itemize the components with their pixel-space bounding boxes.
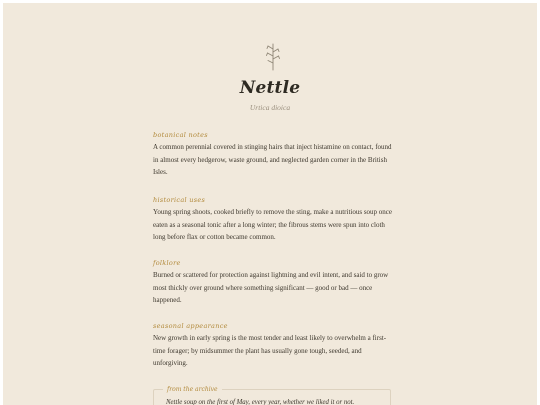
page-title: Nettle (239, 78, 301, 98)
section-historical-uses (153, 195, 393, 244)
section-body: A common perennial covered in stinging hairs that inject histamine on contact, found in almost every hedgerow, waste ground, and neglected garden corner in the British Isles. (153, 143, 392, 176)
section-seasonal-appearance (153, 321, 393, 370)
herbal-page (3, 3, 537, 405)
archive-quote: Nettle soup on the first of May, every year, whether we liked it or not. (166, 399, 355, 405)
section-folklore (153, 258, 393, 307)
plant-sprig-icon (261, 41, 285, 71)
section-botanical-notes (153, 130, 393, 179)
section-body: New growth in early spring is the most tender and least likely to overwhelm a first-time forager; by midsummer the plant has usually gone tough, seeded, and unforgiving. (153, 334, 387, 367)
section-label: historical uses (153, 196, 206, 204)
section-label: folklore (153, 259, 181, 267)
archive-box (153, 386, 391, 405)
section-body: Young spring shoots, cooked briefly to remove the sting, make a nutritious soup once eaten as a seasonal tonic after a long winter; the fibrous stems were spun into cloth long before flax or cotton became common. (153, 208, 393, 241)
section-body: Burned or scattered for protection against lightning and evil intent, and said to grow most thickly over ground where something significant — good or bad — once happened. (153, 271, 389, 304)
section-label: botanical notes (153, 131, 208, 139)
archive-label: from the archive (163, 385, 222, 395)
section-label: seasonal appearance (153, 322, 228, 330)
latin-name: Urtica dioica (249, 103, 291, 112)
